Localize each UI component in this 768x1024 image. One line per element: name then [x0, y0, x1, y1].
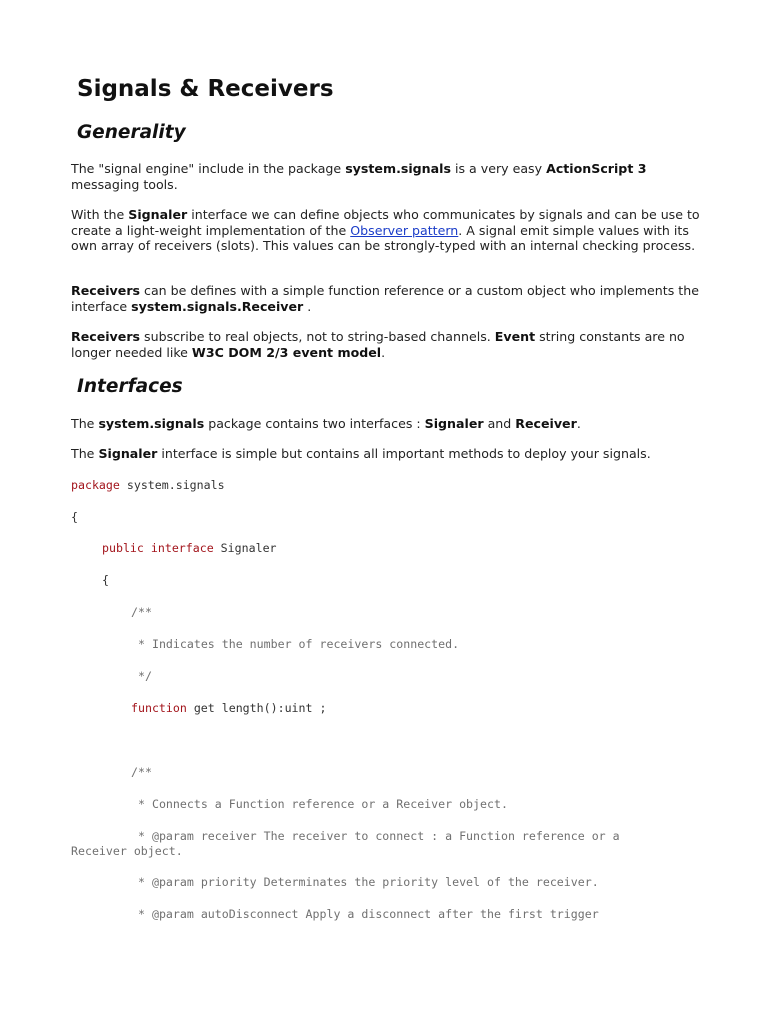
text-run: The — [71, 446, 99, 461]
text-run: . — [576, 416, 581, 431]
paragraph-generality-3 — [71, 283, 711, 314]
page-title: Signals & Receivers — [77, 76, 334, 102]
bold-term: Receivers — [71, 283, 141, 298]
code-line-brace-open-inner: { — [102, 573, 109, 587]
text-run: is a very easy — [450, 161, 547, 176]
code-comment-open: /** — [131, 605, 152, 619]
bold-term: Signaler — [424, 416, 484, 431]
bold-term: system.signals — [345, 161, 451, 176]
text-run: messaging tools. — [71, 176, 178, 192]
bold-term: W3C DOM 2/3 event model — [191, 344, 382, 360]
text-run: interface we can define objects who communicates by signals and can be use to create a light-weight implementation of the — [71, 207, 700, 238]
text-run: subscribe to real objects, not to string-based channels. — [140, 329, 495, 344]
text-run: string constants are no longer needed like — [71, 329, 685, 360]
text-run: can be defines with a simple function reference or a custom object who implements the interface — [71, 283, 699, 314]
bold-term: Receivers — [71, 329, 141, 344]
code-line-brace-open: { — [71, 510, 78, 524]
section-heading-generality: Generality — [77, 122, 186, 143]
text-run: The "signal engine" include in the package — [71, 161, 346, 176]
code-comment-line: * @param priority Determinates the priority level of the receiver. — [138, 875, 599, 889]
bold-term: Event — [494, 329, 536, 344]
code-keyword: interface — [150, 541, 214, 555]
bold-term: Signaler — [98, 446, 158, 461]
text-run: . — [381, 344, 386, 360]
paragraph-generality-1 — [71, 161, 711, 192]
text-run: With the — [71, 207, 129, 222]
paragraph-generality-2 — [71, 207, 711, 254]
code-line-package — [71, 478, 225, 494]
text-run: and — [483, 416, 516, 431]
section-heading-interfaces: Interfaces — [77, 376, 183, 397]
code-comment-line: * Indicates the number of receivers connected. — [138, 637, 460, 651]
bold-term: ActionScript 3 — [546, 161, 647, 176]
code-comment-line: * @param autoDisconnect Apply a disconnect after the first trigger — [138, 907, 599, 921]
code-comment-close: */ — [138, 669, 152, 683]
code-comment-line: * Connects a Function reference or a Receiver object. — [138, 797, 508, 811]
text-run: package contains two interfaces : — [204, 416, 425, 431]
code-text: get length():uint ; — [186, 701, 327, 715]
code-keyword: public — [102, 541, 144, 555]
bold-term: Signaler — [128, 207, 188, 222]
paragraph-interfaces-1 — [71, 416, 711, 432]
code-text: system.signals — [119, 478, 225, 492]
text-run: . — [303, 298, 312, 314]
code-keyword: function — [131, 701, 187, 715]
code-text: Signaler — [213, 541, 277, 555]
code-line-function — [131, 701, 326, 717]
code-keyword: package — [71, 478, 120, 492]
text-run: interface is simple but contains all important methods to deploy your signals. — [157, 446, 651, 461]
paragraph-interfaces-2 — [71, 446, 711, 462]
paragraph-generality-4 — [71, 329, 711, 360]
text-run: . A signal emit simple values with its own array of receivers (slots). This values can be strongly-typed with an internal checking process. — [71, 222, 696, 253]
code-line-interface-decl — [102, 541, 277, 557]
bold-term: Receiver — [515, 416, 577, 431]
text-run: The — [71, 416, 99, 431]
bold-term: system.signals.Receiver — [131, 298, 304, 314]
observer-pattern-link[interactable]: Observer pattern — [350, 222, 459, 238]
code-comment-open: /** — [131, 765, 152, 779]
bold-term: system.signals — [98, 416, 205, 431]
code-comment-line-wrap: Receiver object. — [71, 844, 183, 858]
code-comment-line: * @param receiver The receiver to connect : a Function reference or a — [138, 829, 620, 843]
